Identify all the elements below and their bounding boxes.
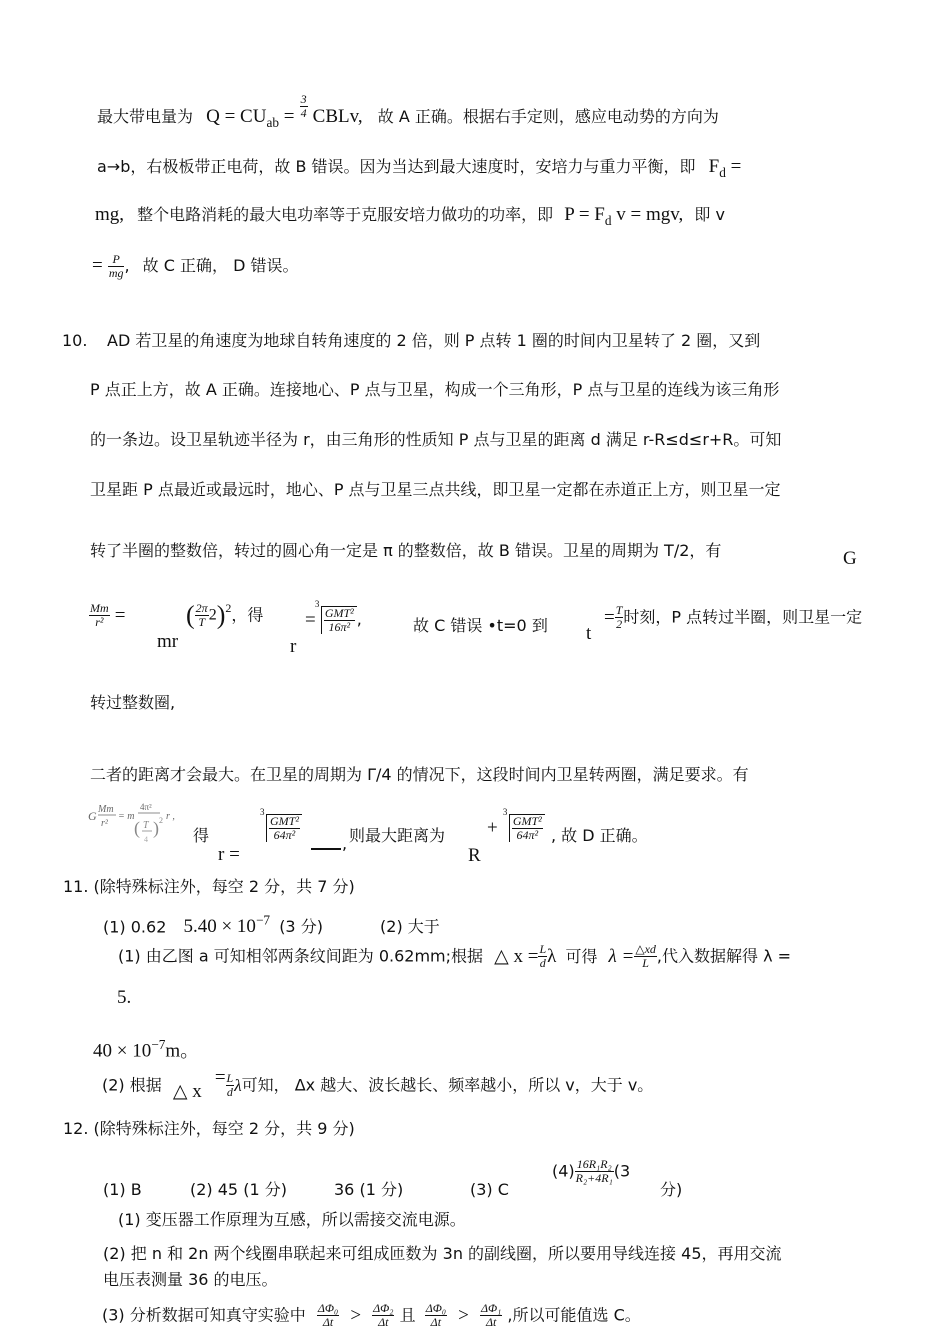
svg-text:4π²: 4π² bbox=[140, 802, 152, 812]
q11-answer-wavelength: $5.40 \times 10^{-7}$ bbox=[183, 913, 271, 938]
q12-answer-4: (3) C bbox=[470, 1180, 509, 1199]
svg-text:(: ( bbox=[134, 818, 140, 838]
q11-fraction-l-d-2: $\frac{L}{d}$ bbox=[226, 1071, 234, 1100]
q10-line-3: 的一条边。设卫星轨迹半径为 r，由三角形的性质知 P 点与卫星的距离 d 满足 r-R≤d≤r+R。可知 bbox=[90, 430, 782, 449]
q10-line-8: 二者的距离才会最大。在卫星的周期为 Γ/4 的情况下，这段时间内卫星转两圈，满足要求。有 bbox=[90, 765, 749, 784]
q10-omega-term: ( $\frac{2\pi}{T}$ 2)$^2$，得 bbox=[186, 600, 264, 630]
q9-line-2 bbox=[97, 157, 741, 179]
q9-fraction-three-quarters: $\frac{3}{4}$ bbox=[300, 91, 307, 120]
q10-root-64-b: + 3 $\frac{\text{GMT²}}{\text{64π²}}$ bbox=[487, 814, 545, 842]
q10-root-64: 3 $\frac{\text{GMT²}}{\text{64π²}}$ bbox=[266, 814, 302, 842]
q11-fraction-l-d: $\frac{L}{d}$ bbox=[539, 942, 547, 971]
q12-answer-5: (4) $\frac{\text{16R₁R₂}}{\text{R₂+4R₁}}$ (3 bbox=[552, 1157, 631, 1186]
q9-line-4 bbox=[92, 253, 299, 280]
svg-text:= m: = m bbox=[118, 811, 135, 822]
q10-line-7: 转过整数圈, bbox=[90, 693, 176, 712]
q10-R: R bbox=[468, 845, 481, 866]
q10-formula-image bbox=[88, 798, 193, 853]
q10-t-half: = $\frac{T}{2}$ 时刻，P 点转过半圈，则卫星一定 bbox=[604, 603, 863, 632]
q11-fraction-dxd-l: $\frac{\triangle xd}{L}$ bbox=[635, 942, 656, 971]
q11-explain-3: $40 \times 10^{-7}m$。 bbox=[93, 1037, 200, 1062]
q9-text: 最大带电量为 bbox=[97, 107, 194, 126]
q9-text: 故 A 正确。根据右手定则，感应电动势的方向为 bbox=[377, 107, 719, 126]
svg-text:r²: r² bbox=[101, 818, 108, 829]
q9-formula-power: $P = F_d$ v = mgv, bbox=[564, 204, 684, 228]
q10-root-16: = 3 $\frac{\text{GMT²}}{\text{16π²}}$ , bbox=[305, 599, 362, 635]
q12-fraction-phi0-b: $\frac{\text{ΔΦ₀}}{\Delta t}$ bbox=[425, 1301, 447, 1330]
q10-comma: , bbox=[342, 834, 348, 853]
q9-equals: = bbox=[92, 255, 103, 277]
q10-text: 则最大距离为 bbox=[349, 826, 446, 845]
q10-line-5: 转了半圈的整数倍，转过的圆心角一定是 π 的整数倍，故 B 错误。卫星的周期为 T/2，有 bbox=[90, 541, 722, 560]
q10-formula-image-svg bbox=[88, 798, 193, 853]
q10-fraction-2pi-t: $\frac{2\pi}{T}$ bbox=[195, 601, 208, 630]
q10-line-2: P 点正上方，故 A 正确。连接地心、P 点与卫星，构成一个三角形，P 点与卫星的连线为该三角形 bbox=[90, 380, 780, 399]
q10-text: 故 C 错误 •t=0 到 bbox=[413, 616, 548, 635]
q12-explain-2: (2) 把 n 和 2n 两个线圈串联起来可组成匝数为 3n 的副线圈，所以要用导线连接 45，再用交流 bbox=[103, 1244, 782, 1263]
q9-text: 即 v bbox=[694, 205, 725, 224]
q11-explain-4: (2) 根据 △ x = $\frac{L}{d}$ λ可知， Δx 越大、波长越长、频率越小，所以 v，大于 v。 bbox=[102, 1067, 654, 1103]
q9-comma: , bbox=[124, 256, 130, 276]
q10-symbol-g: G bbox=[843, 548, 857, 569]
q12-heading: 12. (除特殊标注外，每空 2 分，共 9 分) bbox=[63, 1119, 355, 1138]
q9-formula-cblv: CBLv, bbox=[312, 106, 363, 127]
q11-explain-1: (1) 由乙图 a 可知相邻两条纹间距为 0.62mm;根据 △ x = $\frac{L}{d}$ λ 可得 λ = $\frac{\triangle xd}{L}$ ,代入数据解得 λ = bbox=[118, 942, 792, 971]
q9-line-1 bbox=[97, 91, 719, 130]
q11-answer-1: (1) 0.62 bbox=[103, 917, 167, 937]
q12-explain-1: (1) 变压器工作原理为互感，所以需接交流电源。 bbox=[118, 1210, 466, 1229]
q11-answers bbox=[103, 914, 440, 936]
q10-line-4: 卫星距 P 点最近或最远时，地心、P 点与卫星三点共线，即卫星一定都在赤道正上方，则卫星一定 bbox=[90, 480, 781, 499]
svg-text:2: 2 bbox=[159, 816, 163, 825]
q9-formula-fd: $F_d$ = bbox=[708, 156, 742, 180]
q10-mr: mr bbox=[157, 631, 179, 652]
q10-t: t bbox=[586, 623, 592, 644]
q10-fraction-t-2: $\frac{T}{2}$ bbox=[615, 603, 623, 632]
q10-line-6 bbox=[89, 602, 125, 652]
q9-text: a→b，右极板带正电荷，故 B 错误。因为当达到最大速度时，安培力与重力平衡，即 bbox=[97, 157, 696, 176]
q10-de: 得 bbox=[193, 826, 210, 845]
q10-r-eq: r = bbox=[218, 844, 240, 865]
q10-r: r bbox=[290, 636, 297, 657]
q9-formula-q: $Q = CU_{ab}$ = bbox=[206, 106, 295, 130]
q9-formula-mg: mg, bbox=[95, 204, 125, 225]
q10-fraction-mm-r2: $\frac{Mm}{\text{r²}}$ bbox=[90, 601, 109, 630]
q10-line-1: AD 若卫星的角速度为地球自转角速度的 2 倍，则 P 点转 1 圈的时间内卫星转了 2 圈，又到 bbox=[107, 331, 761, 350]
q10-blank-line bbox=[311, 848, 341, 850]
svg-text:): ) bbox=[153, 818, 159, 838]
q12-fraction-phi2: $\frac{\text{ΔΦ₂}}{\Delta t}$ bbox=[373, 1301, 394, 1330]
q12-points: 分) bbox=[660, 1180, 683, 1199]
svg-text:G: G bbox=[88, 809, 97, 823]
svg-text:r ,: r , bbox=[166, 811, 175, 822]
q12-explain-3: 电压表测量 36 的电压。 bbox=[103, 1270, 278, 1289]
q10-text: , 故 D 正确。 bbox=[551, 826, 648, 845]
q12-explain-4: (3) 分析数据可知真守实验中 $\frac{\text{ΔΦ₀}}{\Delta t}$ > $\frac{\text{ΔΦ₂}}{\Delta t}$ 且 $\frac{\text{ΔΦ₀}}{\Delta t}$ > $\frac{\text{ΔΦ₁}}{\Delta t}$ ,所以可能值选 C。 bbox=[102, 1301, 641, 1330]
svg-text:T: T bbox=[143, 820, 149, 831]
svg-text:Mm: Mm bbox=[98, 804, 114, 815]
q9-fraction-p-over-mg: $\frac{P}{mg}$ bbox=[108, 252, 124, 281]
q9-text: 故 C 正确， D 错误。 bbox=[142, 256, 299, 276]
q9-line-3 bbox=[95, 205, 725, 227]
q12-fraction-resistance: $\frac{\text{16R₁R₂}}{\text{R₂+4R₁}}$ bbox=[575, 1157, 613, 1186]
q12-fraction-phi0-a: $\frac{\text{ΔΦ₀}}{\Delta t}$ bbox=[317, 1301, 339, 1330]
q12-fraction-phi1: $\frac{\text{ΔΦ₁}}{\Delta t}$ bbox=[480, 1301, 502, 1330]
svg-text:4: 4 bbox=[144, 835, 148, 844]
q9-text: 整个电路消耗的最大电功率等于克服安培力做功的功率，即 bbox=[137, 205, 554, 224]
q11-heading: 11. (除特殊标注外，每空 2 分，共 7 分) bbox=[63, 877, 355, 896]
q12-answer-1: (1) B bbox=[103, 1180, 142, 1199]
q11-points: (3 分) bbox=[279, 917, 323, 937]
q10-equals: = bbox=[114, 605, 126, 627]
q12-answer-3: 36 (1 分) bbox=[334, 1180, 404, 1199]
q10-number: 10. bbox=[62, 331, 88, 350]
q12-answer-2: (2) 45 (1 分) bbox=[190, 1180, 287, 1199]
q11-explain-2: 5. bbox=[117, 987, 132, 1008]
q11-answer-2: (2) 大于 bbox=[380, 917, 440, 937]
